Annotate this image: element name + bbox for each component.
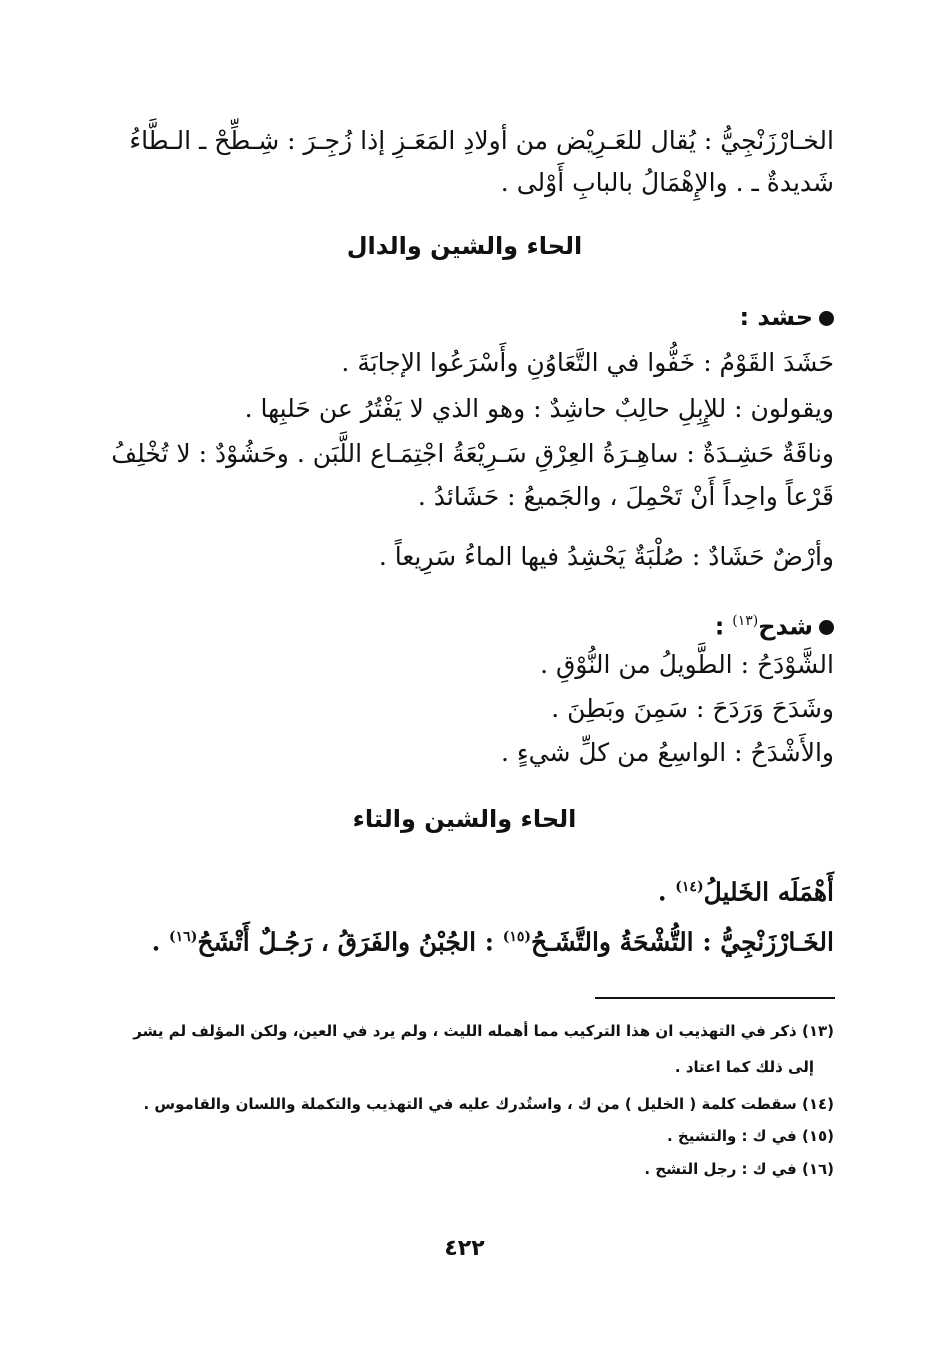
ahmalahu-text: أَهْمَلَه الخَليلُ: [703, 877, 834, 907]
entry-head-label: حشد :: [739, 303, 813, 331]
footnote-15: (١٥) في ك : والتشيخ .: [667, 1127, 834, 1145]
footnote-ref: (١٥): [502, 929, 532, 945]
entry-head-label: شدح: [758, 612, 813, 641]
entry-line: الشَّوْدَحُ : الطَّويلُ من النُّوْقِ .: [540, 650, 834, 679]
intro-line-2: شَديدةٌ ـ . والإِهْمَالُ بالبابِ أَوْلى .: [500, 168, 834, 197]
footnote-divider: [595, 997, 835, 999]
page-number: ٤٢٢: [444, 1236, 485, 1261]
footnote-16: (١٦) في ك : رجل التشح .: [644, 1160, 834, 1178]
line-end: .: [151, 927, 161, 957]
entry-line: والأَشْدَحُ : الواسِعُ من كلِّ شيءٍ .: [500, 738, 834, 767]
kharzanji-line: [152, 920, 834, 959]
entry-line: ويقولون : للإِبِلِ حالِبٌ حاشِدٌ : وهو الذي لا يَفْتُرُ عن حَلبِها .: [244, 394, 834, 423]
kharzanji-text-b: : الجُبْنُ والفَرَقُ ، رَجُـلٌ أَتْشَحُ: [197, 927, 495, 957]
entry-line: وأرْضٌ حَشَادٌ : صُلْبَةٌ يَحْشِدُ فيها الماءُ سَرِيعاً .: [378, 542, 834, 571]
entry-head-hashd: [739, 300, 834, 334]
footnote-13: (١٣) ذكر في التهذيب ان هذا التركيب مما أهمله الليث ، ولم يرد في العين، ولكن المؤلف لم يشر: [133, 1022, 834, 1040]
footnote-ref: (١٦): [169, 929, 198, 945]
intro-line-1: الخـارْزَنْجِيُّ : يُقال للعَـرِيْض من أولادِ المَعَـزِ إذا زُجِـرَ : شِـطِّحْ ـ الـطَّاءُ: [129, 126, 834, 155]
entry-line: وشَدَحَ وَرَدَحَ : سَمِنَ وبَطِنَ .: [551, 694, 834, 723]
footnote-14: (١٤) سقطت كلمة ( الخليل ) من ك ، واستُدرك عليه في التهذيب والتكملة واللسان والقاموس .: [143, 1095, 834, 1113]
section-heading-ha-shin-ta: الحاء والشين والتاء: [352, 805, 577, 833]
footnote-13-continued: إلى ذلك كما اعتاد .: [674, 1058, 814, 1076]
footnote-ref: (١٣): [732, 613, 759, 629]
entry-line: حَشَدَ القَوْمُ : خَفُّوا في التَّعَاوُنِ وأَسْرَعُوا الإجابَةَ .: [341, 348, 834, 377]
entry-head-colon: :: [714, 612, 725, 641]
entry-line: قَرْعاً واحِداً أَنْ تَحْمِلَ ، والجَميعُ : حَشَائدُ .: [417, 482, 834, 511]
bullet-icon: [819, 311, 834, 326]
footnote-ref: (١٤): [675, 879, 704, 895]
line-end: .: [657, 877, 667, 907]
entry-line: وناقَةٌ حَشِـدَةٌ : ساهِـرَةُ العِرْقِ سَـرِيْعَةُ اجْتِمَـاع اللَّبَن . وحَشُوْدٌ : لا تُخْلِفُ: [111, 439, 834, 468]
section-heading-ha-shin-dal: الحاء والشين والدال: [346, 232, 583, 260]
bullet-icon: [819, 620, 834, 635]
entry-head-shadh: [715, 604, 834, 643]
kharzanji-text-a: الخَـارْزَنْجِيُّ : التُّشْحَةُ والتَّشَـحُ: [531, 927, 834, 957]
ahmalahu-line: [658, 870, 834, 909]
